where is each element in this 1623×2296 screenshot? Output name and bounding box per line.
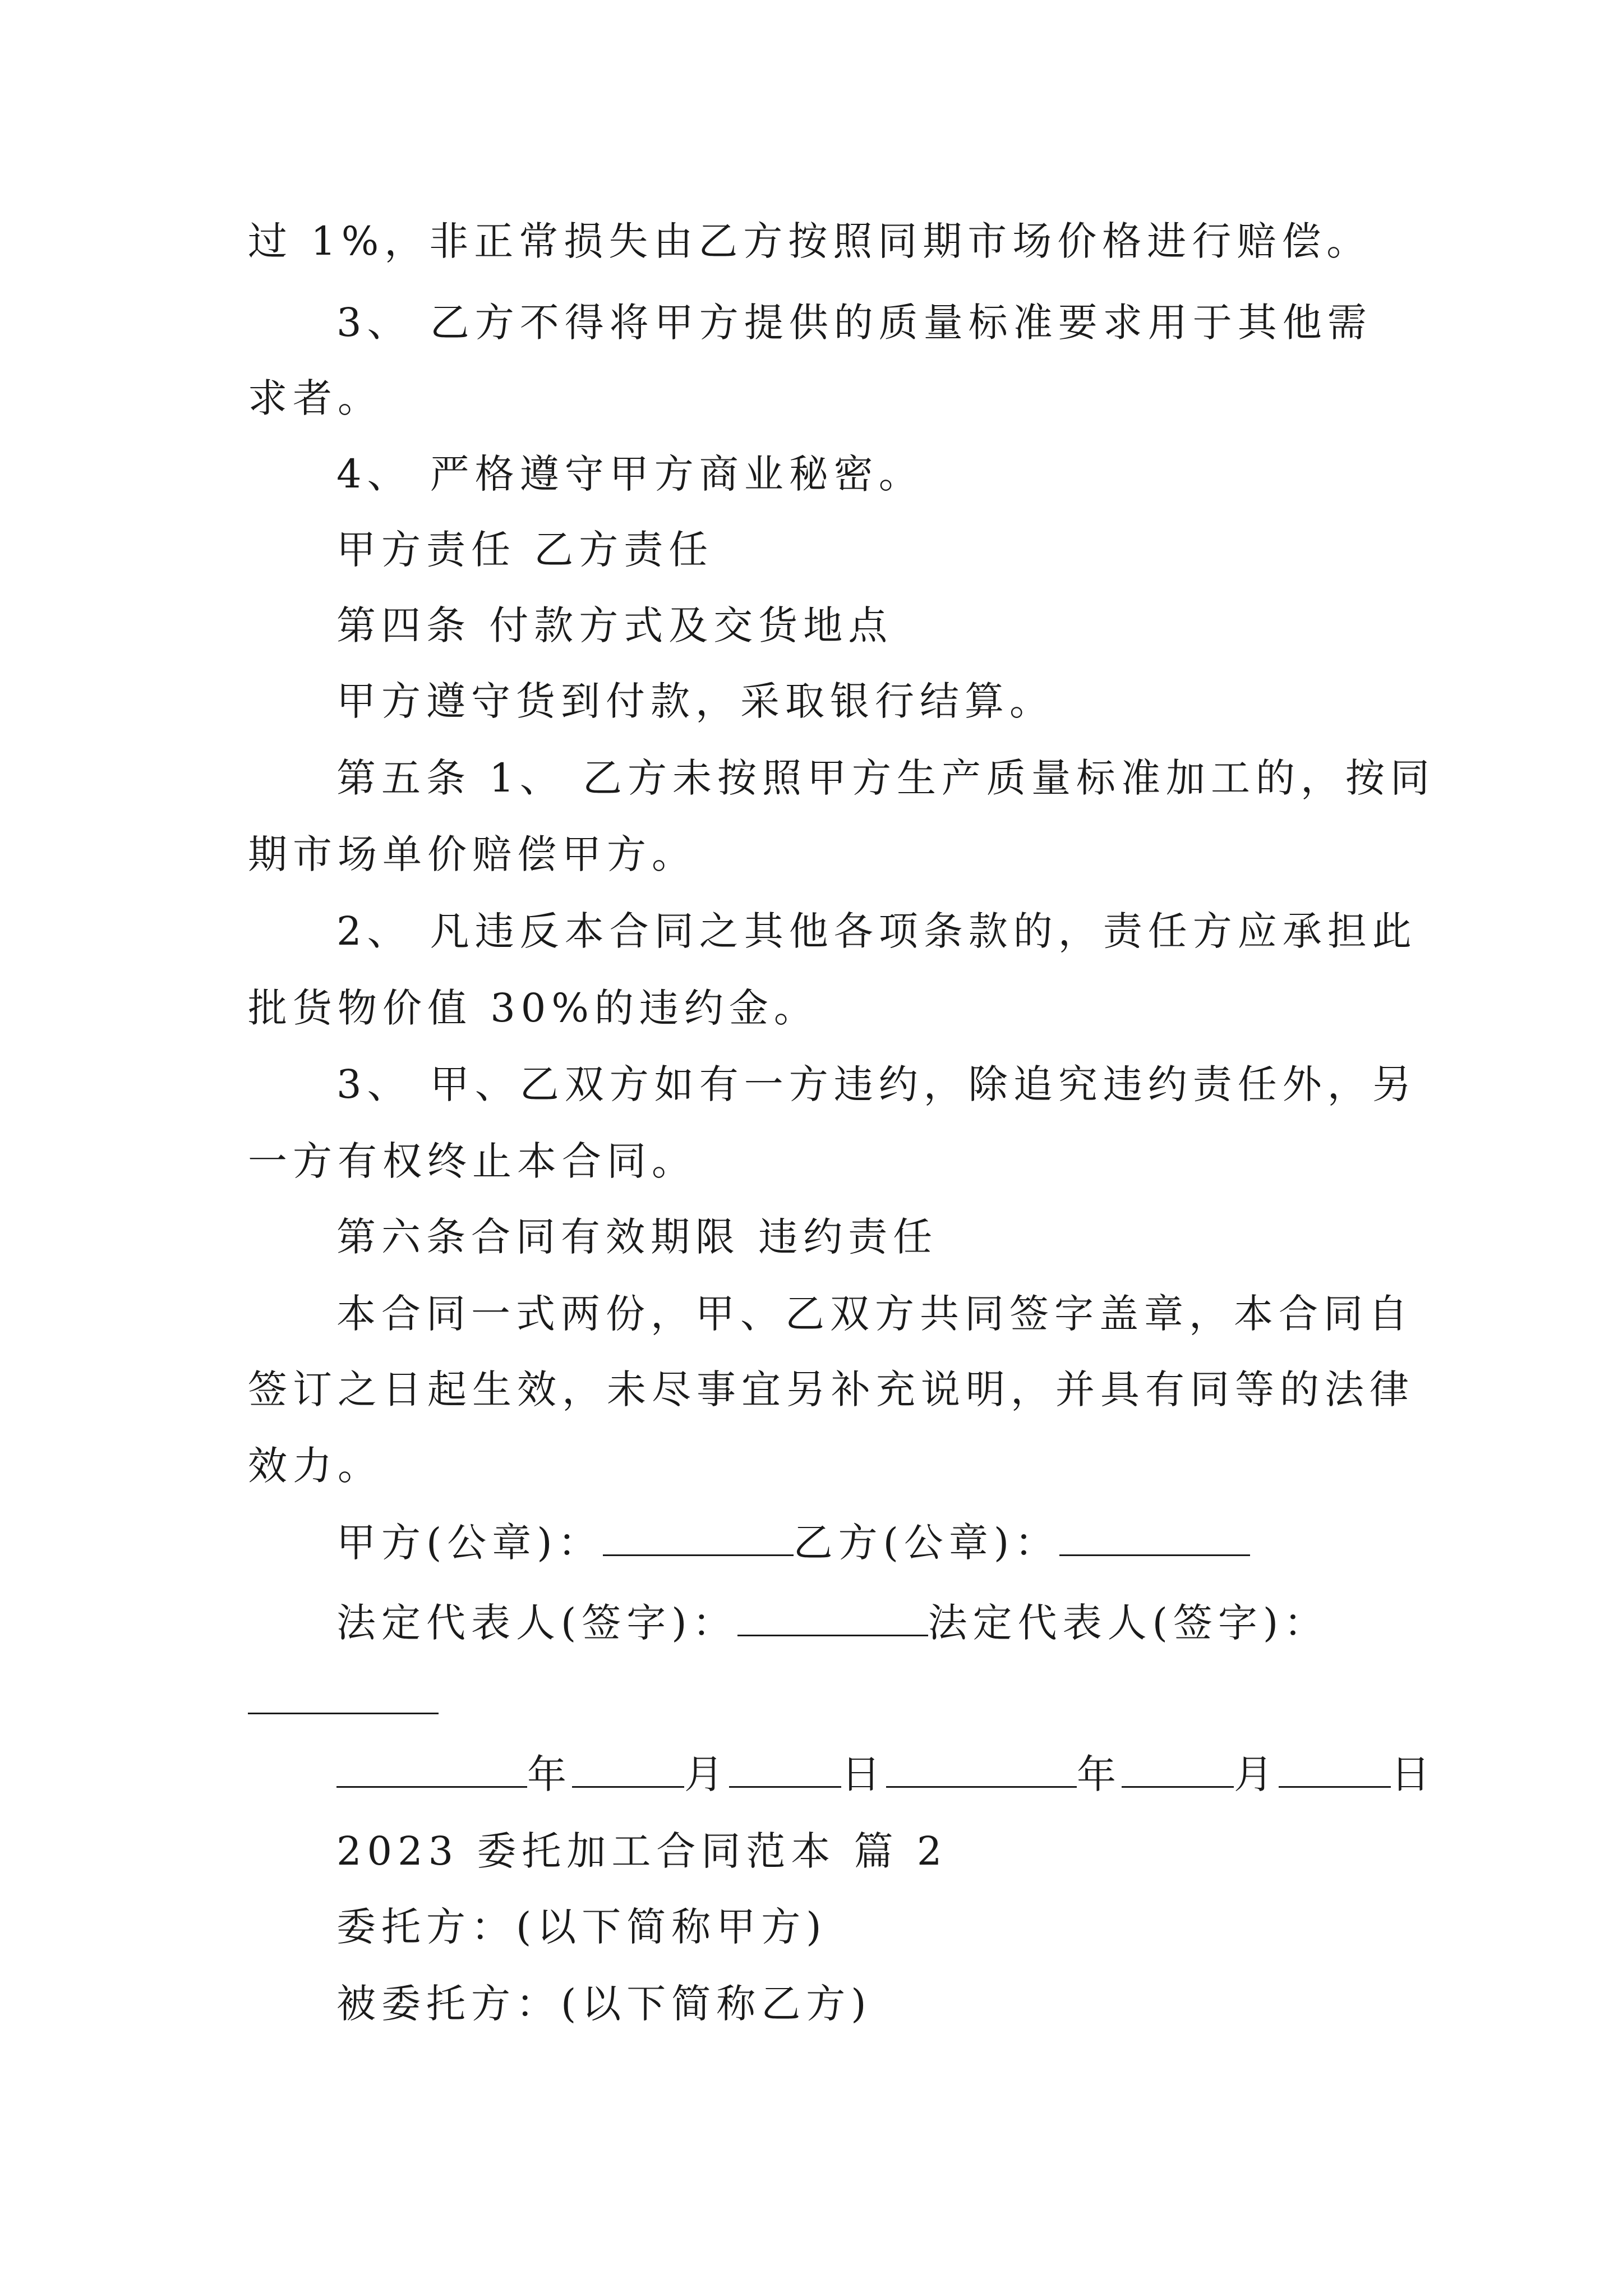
paragraph-line: 甲方责任 乙方责任: [336, 527, 714, 573]
party-a-rep-blank[interactable]: [737, 1600, 928, 1636]
paragraph-line: 3、 乙方不得将甲方提供的质量标准要求用于其他需: [336, 300, 1372, 346]
paragraph-line: 4、 严格遵守甲方商业秘密。: [336, 451, 924, 497]
day-blank-a[interactable]: [729, 1751, 841, 1788]
party-a-seal-label: 甲方(公章)：: [336, 1520, 603, 1566]
paragraph-line: 2、 凡违反本合同之其他各项条款的，责任方应承担此: [336, 908, 1417, 954]
paragraph-line: 3、 甲、乙双方如有一方违约，除追究违约责任外，另: [336, 1061, 1417, 1107]
party-b-seal-label: 乙方(公章)：: [793, 1520, 1060, 1566]
section-heading: 第四条 付款方式及交货地点: [336, 602, 893, 648]
year-blank-a[interactable]: [336, 1751, 527, 1788]
month-blank-a[interactable]: [572, 1751, 684, 1788]
paragraph-line: 批货物价值 30%的违约金。: [248, 985, 819, 1031]
party-a-seal-blank[interactable]: [603, 1520, 794, 1556]
day-label: 日: [1391, 1751, 1436, 1797]
date-line: [336, 1746, 1436, 1802]
section2-title: 2023 委托加工合同范本 篇 2: [336, 1828, 948, 1874]
paragraph-line: 本合同一式两份，甲、乙双方共同签字盖章，本合同自: [336, 1291, 1413, 1337]
client-line: 委托方：(以下简称甲方): [336, 1904, 827, 1950]
month-label: 月: [684, 1751, 729, 1797]
party-b-rep-label: 法定代表人(签字)：: [928, 1600, 1329, 1646]
paragraph-line: 签订之日起生效，未尽事宜另补充说明，并具有同等的法律: [248, 1366, 1414, 1412]
paragraph-line: 甲方遵守货到付款，采取银行结算。: [336, 678, 1054, 724]
paragraph-line: 期市场单价赔偿甲方。: [248, 831, 697, 877]
seal-line: [336, 1515, 1250, 1571]
year-blank-b[interactable]: [886, 1751, 1077, 1788]
month-label: 月: [1234, 1751, 1279, 1797]
day-label: 日: [841, 1751, 886, 1797]
party-b-rep-blank[interactable]: [248, 1713, 439, 1714]
paragraph-line: 过 1%，非正常损失由乙方按照同期市场价格进行赔偿。: [248, 218, 1372, 264]
month-blank-b[interactable]: [1122, 1751, 1234, 1788]
section-heading: 第六条合同有效期限 违约责任: [336, 1214, 938, 1260]
representative-line: [336, 1595, 1329, 1651]
paragraph-line: 求者。: [248, 375, 382, 421]
party-a-rep-label: 法定代表人(签字)：: [336, 1600, 737, 1646]
paragraph-line: 第五条 1、 乙方未按照甲方生产质量标准加工的，按同: [336, 755, 1436, 801]
year-label: 年: [1077, 1751, 1122, 1797]
contractor-line: 被委托方：(以下简称乙方): [336, 1981, 872, 2027]
day-blank-b[interactable]: [1279, 1751, 1391, 1788]
year-label: 年: [527, 1751, 572, 1797]
paragraph-line: 效力。: [248, 1443, 382, 1489]
party-b-seal-blank[interactable]: [1059, 1520, 1250, 1556]
paragraph-line: 一方有权终止本合同。: [248, 1138, 697, 1184]
